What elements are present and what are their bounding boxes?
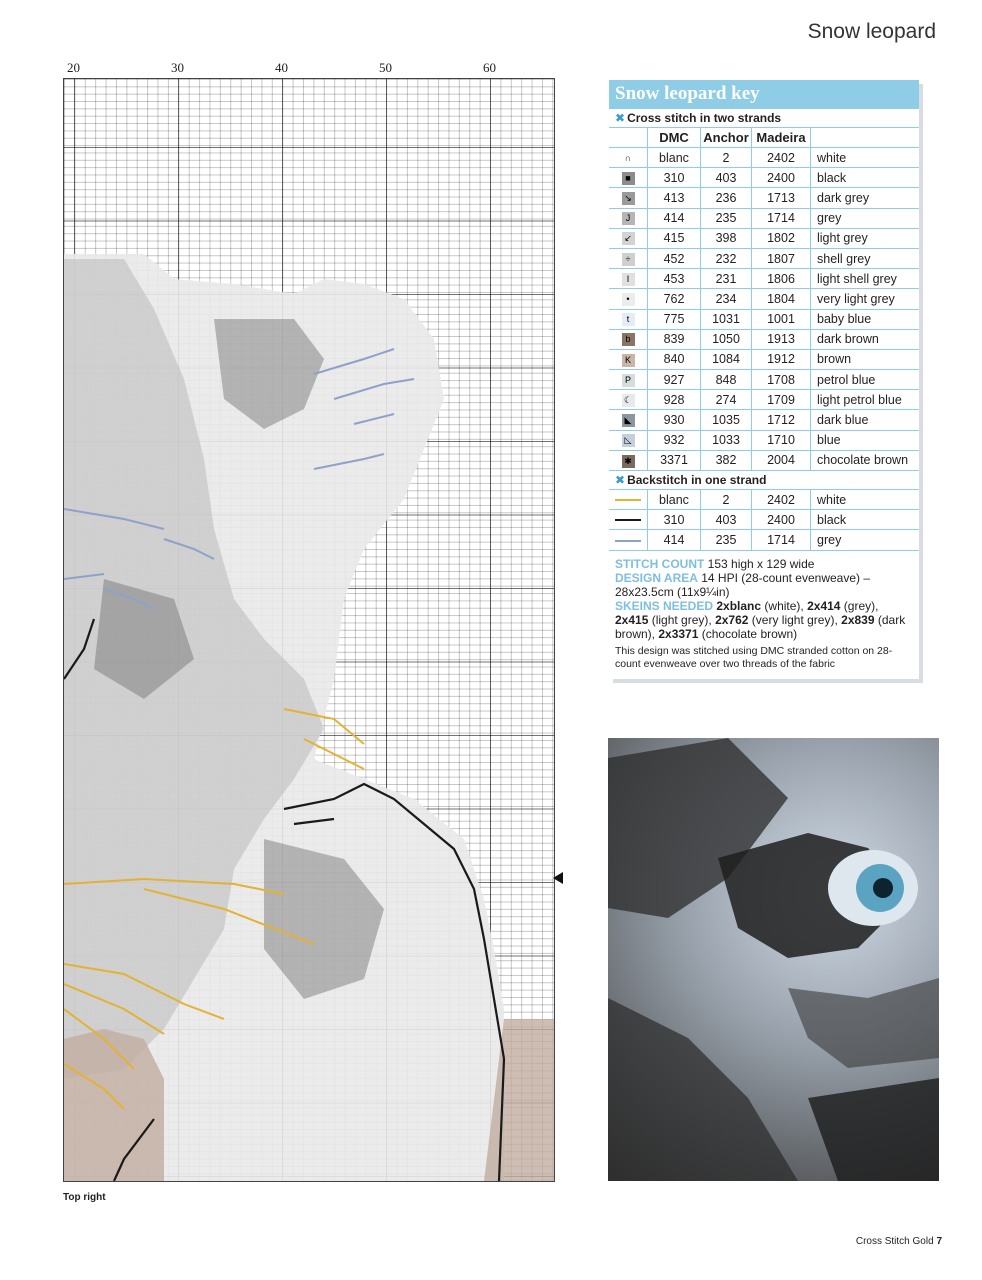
thread-row: [609, 248, 919, 268]
madeira-code: 1913: [752, 329, 811, 349]
anchor-code: 382: [701, 450, 752, 470]
skein-colour: (grey),: [840, 598, 879, 613]
thread-row: [609, 410, 919, 430]
dmc-code: 930: [648, 410, 701, 430]
stitch-symbol-icon: ÷: [622, 253, 635, 266]
madeira-code: 1709: [752, 390, 811, 410]
axis-label: 20: [67, 60, 80, 75]
cross-stitch-heading: ✖ Cross stitch in two strands: [609, 109, 919, 128]
backstitch-line-icon: [615, 540, 641, 542]
dmc-code: 453: [648, 269, 701, 289]
chart-drawing: [64, 79, 554, 1181]
thread-name: dark brown: [811, 329, 920, 349]
stitch-symbol-icon: t: [622, 313, 635, 326]
page-title: Snow leopard: [807, 20, 936, 43]
stitch-symbol-icon: •: [622, 293, 635, 306]
thread-name: black: [811, 510, 920, 530]
skein-colour: (light grey),: [648, 612, 716, 627]
thread-name: white: [811, 148, 920, 168]
stitch-symbol-icon: ◺: [622, 434, 635, 447]
thread-name: light grey: [811, 228, 920, 248]
col-madeira: Madeira: [752, 128, 811, 148]
dmc-code: 840: [648, 349, 701, 369]
skein-colour: (chocolate brown): [698, 626, 798, 641]
design-area: 14 HPI (28-count evenweave) – 28x23.5cm (11x9¼in): [615, 570, 871, 599]
dmc-code: blanc: [648, 148, 701, 168]
key-info: [609, 551, 919, 679]
dmc-code: 775: [648, 309, 701, 329]
anchor-code: 235: [701, 530, 752, 550]
anchor-code: 1035: [701, 410, 752, 430]
backstitch-line-icon: [615, 499, 641, 501]
stitch-symbol-icon: ↙: [622, 232, 635, 245]
anchor-code: 2: [701, 490, 752, 510]
madeira-code: 1713: [752, 188, 811, 208]
backstitch-heading: ✖ Backstitch in one strand: [609, 471, 919, 490]
anchor-code: 232: [701, 248, 752, 268]
thread-row: [609, 329, 919, 349]
stitch-symbol-icon: P: [622, 374, 635, 387]
anchor-code: 403: [701, 510, 752, 530]
thread-row: [609, 430, 919, 450]
skein-amount: 2x839: [841, 612, 875, 627]
skein-amount: 2x414: [807, 598, 841, 613]
skein-colour: (dark brown),: [615, 612, 906, 641]
col-anchor: Anchor: [701, 128, 752, 148]
anchor-code: 1033: [701, 430, 752, 450]
thread-name: petrol blue: [811, 370, 920, 390]
key-title: Snow leopard key: [609, 80, 919, 109]
anchor-code: 231: [701, 269, 752, 289]
thread-row: [609, 148, 919, 168]
dmc-code: 927: [648, 370, 701, 390]
madeira-code: 2402: [752, 148, 811, 168]
stitch-count: 153 high x 129 wide: [707, 556, 815, 571]
backstitch-table: [609, 490, 919, 551]
skeins-line: [615, 599, 913, 641]
skeins-label: SKEINS NEEDED: [615, 598, 714, 613]
anchor-code: 403: [701, 168, 752, 188]
skein-colour: (very light grey),: [748, 612, 842, 627]
dmc-code: 415: [648, 228, 701, 248]
thread-row: [609, 228, 919, 248]
dmc-code: 452: [648, 248, 701, 268]
anchor-code: 235: [701, 208, 752, 228]
anchor-code: 1084: [701, 349, 752, 369]
thread-name: brown: [811, 349, 920, 369]
thread-name: white: [811, 490, 920, 510]
footer: Cross Stitch Gold 7: [855, 1236, 942, 1247]
backstitch-row: [609, 530, 919, 550]
thread-name: light petrol blue: [811, 390, 920, 410]
thread-name: grey: [811, 530, 920, 550]
anchor-code: 398: [701, 228, 752, 248]
madeira-code: 1807: [752, 248, 811, 268]
dmc-code: 3371: [648, 450, 701, 470]
skein-colour: (white),: [761, 598, 808, 613]
anchor-code: 2: [701, 148, 752, 168]
madeira-code: 1708: [752, 370, 811, 390]
col-dmc: DMC: [648, 128, 701, 148]
thread-name: light shell grey: [811, 269, 920, 289]
madeira-code: 1806: [752, 269, 811, 289]
stitch-symbol-icon: ↘: [622, 192, 635, 205]
thread-name: chocolate brown: [811, 450, 920, 470]
madeira-code: 2400: [752, 510, 811, 530]
dmc-code: 414: [648, 208, 701, 228]
skein-amount: 2x3371: [658, 626, 699, 641]
dmc-code: 310: [648, 510, 701, 530]
thread-row: [609, 370, 919, 390]
thread-row: [609, 168, 919, 188]
stitch-symbol-icon: b: [622, 333, 635, 346]
dmc-code: 839: [648, 329, 701, 349]
madeira-code: 1804: [752, 289, 811, 309]
cross-icon: ✖: [615, 473, 626, 487]
chart-caption: Top right: [63, 1192, 106, 1203]
skein-amount: 2xblanc: [716, 598, 762, 613]
dmc-code: 413: [648, 188, 701, 208]
page-number: 7: [936, 1236, 942, 1247]
anchor-code: 1031: [701, 309, 752, 329]
dmc-code: 310: [648, 168, 701, 188]
stitch-symbol-icon: ✱: [622, 455, 635, 468]
thread-row: [609, 390, 919, 410]
backstitch-row: [609, 510, 919, 530]
madeira-code: 1714: [752, 530, 811, 550]
anchor-code: 234: [701, 289, 752, 309]
madeira-code: 2004: [752, 450, 811, 470]
center-marker-icon: [553, 872, 563, 884]
photo-drawing: [608, 738, 939, 1181]
stitched-photo: [608, 738, 939, 1181]
thread-row: [609, 349, 919, 369]
stitch-chart: [63, 78, 555, 1182]
dmc-code: blanc: [648, 490, 701, 510]
madeira-code: 1912: [752, 349, 811, 369]
thread-name: very light grey: [811, 289, 920, 309]
axis-label: 30: [171, 60, 184, 75]
stitch-symbol-icon: I: [622, 273, 635, 286]
skein-amount: 2x762: [715, 612, 749, 627]
anchor-code: 236: [701, 188, 752, 208]
thread-name: shell grey: [811, 248, 920, 268]
design-area-label: DESIGN AREA: [615, 570, 698, 585]
dmc-code: 928: [648, 390, 701, 410]
thread-name: black: [811, 168, 920, 188]
thread-row: [609, 289, 919, 309]
madeira-code: 1714: [752, 208, 811, 228]
madeira-code: 1710: [752, 430, 811, 450]
stitch-symbol-icon: ☾: [622, 394, 635, 407]
madeira-code: 1802: [752, 228, 811, 248]
thread-row: [609, 450, 919, 470]
stitch-symbol-icon: J: [622, 212, 635, 225]
thread-name: dark blue: [811, 410, 920, 430]
madeira-code: 1712: [752, 410, 811, 430]
thread-name: blue: [811, 430, 920, 450]
stitch-symbol-icon: ◣: [622, 414, 635, 427]
dmc-code: 932: [648, 430, 701, 450]
stitch-symbol-icon: ■: [622, 172, 635, 185]
axis-label: 40: [275, 60, 288, 75]
thread-table: [609, 128, 919, 471]
stitch-symbol-icon: ∩: [622, 152, 635, 165]
chart-axis: [0, 60, 560, 78]
stitch-count-label: STITCH COUNT: [615, 556, 705, 571]
thread-row: [609, 309, 919, 329]
backstitch-line-icon: [615, 519, 641, 521]
anchor-code: 1050: [701, 329, 752, 349]
thread-row: [609, 208, 919, 228]
thread-name: grey: [811, 208, 920, 228]
anchor-code: 848: [701, 370, 752, 390]
axis-label: 60: [483, 60, 496, 75]
cross-icon: ✖: [615, 111, 626, 125]
thread-name: baby blue: [811, 309, 920, 329]
madeira-code: 1001: [752, 309, 811, 329]
axis-label: 50: [379, 60, 392, 75]
madeira-code: 2400: [752, 168, 811, 188]
stitch-symbol-icon: K: [622, 354, 635, 367]
key-panel: [609, 80, 919, 679]
madeira-code: 2402: [752, 490, 811, 510]
thread-name: dark grey: [811, 188, 920, 208]
stitch-note: This design was stitched using DMC stranded cotton on 28-count evenweave over two threads of the fabric: [615, 644, 893, 670]
anchor-code: 274: [701, 390, 752, 410]
thread-row: [609, 188, 919, 208]
dmc-code: 414: [648, 530, 701, 550]
dmc-code: 762: [648, 289, 701, 309]
backstitch-row: [609, 490, 919, 510]
thread-row: [609, 269, 919, 289]
skein-amount: 2x415: [615, 612, 649, 627]
